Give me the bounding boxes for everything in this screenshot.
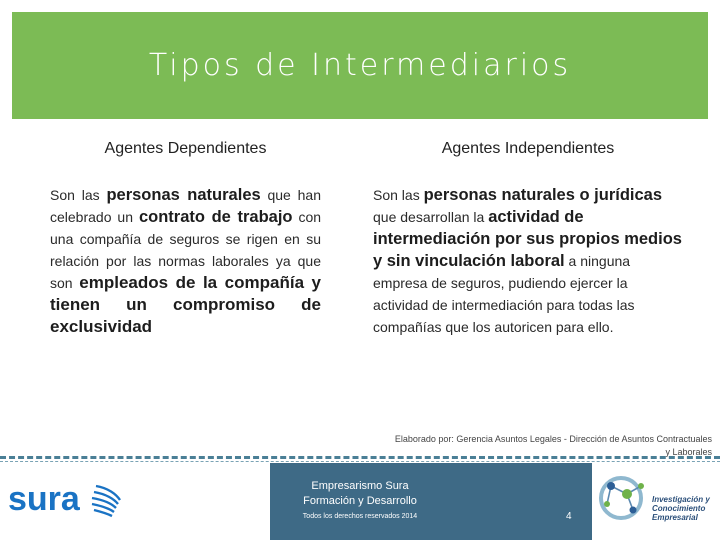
logo-line: Investigación y xyxy=(652,495,710,504)
footer-copyright: Todos los derechos reservados 2014 xyxy=(302,513,418,520)
text-segment: a ninguna empresa de seguros, pudiendo ejercer la actividad de intermediación para todas las compañías que los autoricen para ello. xyxy=(373,253,635,335)
footer-subtitle: Formación y Desarrollo xyxy=(303,495,417,507)
text-independientes xyxy=(373,184,683,338)
heading-independientes: Agentes Independientes xyxy=(441,140,615,157)
page-number: 4 xyxy=(566,511,572,522)
sura-wave-icon xyxy=(92,486,120,516)
footer-box xyxy=(270,463,592,540)
highlight-text: actividad de intermediación por sus propios medios y sin vinculación laboral xyxy=(373,208,682,270)
highlight-text: personas naturales xyxy=(106,186,261,204)
investigacion-logo-text xyxy=(652,495,710,522)
title-bar xyxy=(12,12,708,119)
heading-dependientes: Agentes Dependientes xyxy=(104,140,267,157)
logo-line: Empresarial xyxy=(652,513,698,522)
footer-divider-secondary xyxy=(0,461,720,462)
credit-note: Elaborado por: Gerencia Asuntos Legales - Dirección de Asuntos Contractuales y Laborales xyxy=(394,434,712,457)
column-independientes xyxy=(373,140,683,338)
footer-brand: Empresarismo Sura xyxy=(311,480,409,492)
text-segment: Son las xyxy=(50,187,107,203)
text-segment: Son las xyxy=(373,187,424,203)
slide-title: Tipos de Intermediarios xyxy=(148,48,572,83)
highlight-text: personas naturales o jurídicas xyxy=(423,186,663,204)
logo-line: Conocimiento xyxy=(652,504,706,513)
column-dependientes xyxy=(50,140,321,338)
text-dependientes xyxy=(50,184,321,338)
highlight-text: empleados de la compañía y tienen un compromiso de exclusividad xyxy=(50,273,321,336)
text-segment: con una compañía de seguros se rigen en su relación por las normas laborales ya que son xyxy=(50,209,322,291)
footer-divider xyxy=(0,456,720,459)
highlight-text: contrato de trabajo xyxy=(138,208,293,226)
text-segment: que han celebrado un xyxy=(50,187,322,225)
sura-logo xyxy=(8,476,130,522)
sura-logo-text: sura xyxy=(8,480,80,518)
text-segment: que desarrollan la xyxy=(373,209,489,225)
